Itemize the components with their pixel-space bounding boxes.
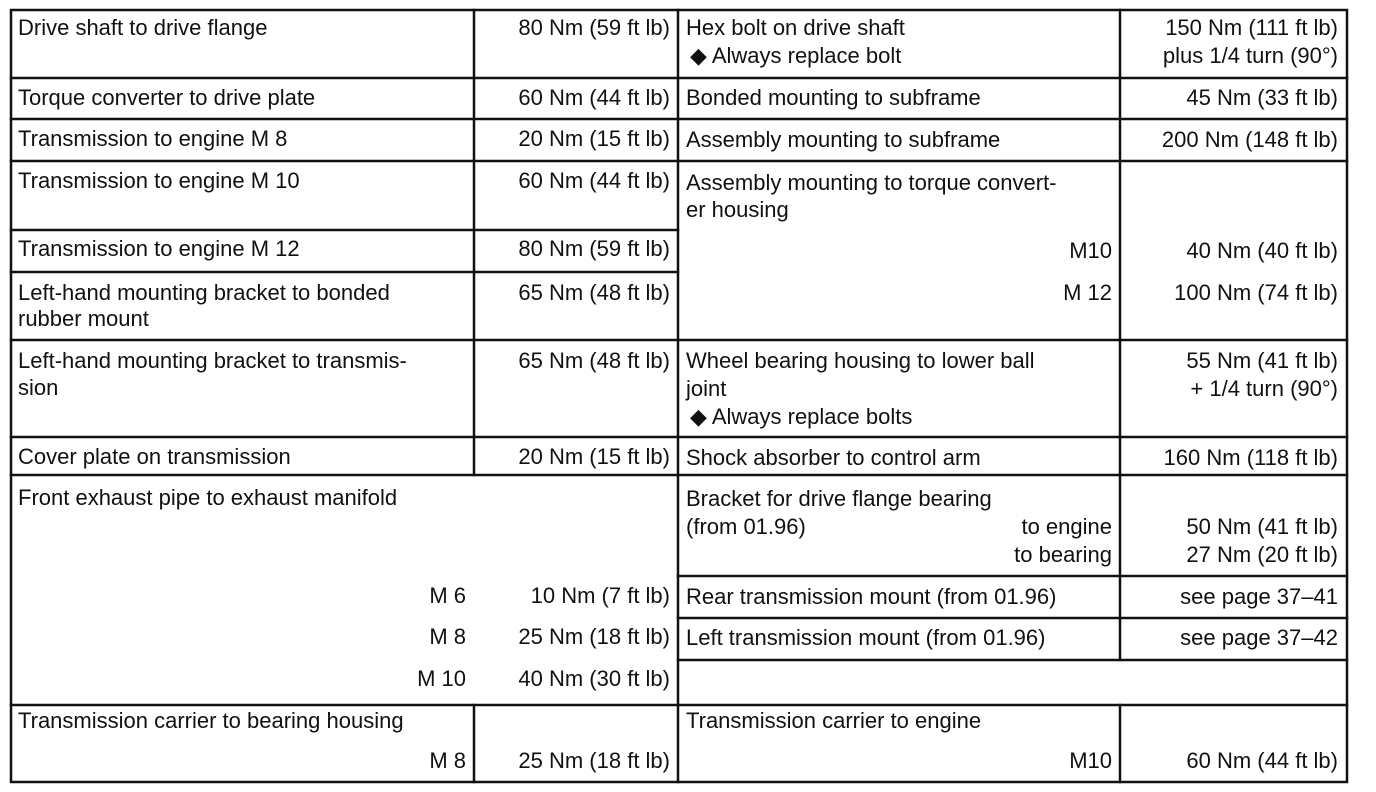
exhaust-m10-value: 40 Nm (30 ft lb) [518,666,670,691]
bracket-flange-label-1: Bracket for drive flange bearing [686,486,992,511]
hex-bolt-value-1: 150 Nm (111 ft lb) [1165,15,1338,40]
assembly-tc-m10-value: 40 Nm (40 ft lb) [1186,238,1338,263]
bracket-flange-engine-sub: to engine [1021,514,1112,539]
trans-engine-m12-label: Transmission to engine M 12 [18,236,300,261]
carrier-engine-value: 60 Nm (44 ft lb) [1186,748,1338,773]
lh-bracket-bonded-label-1: Left-hand mounting bracket to bonded [18,280,390,305]
shock-absorber-value: 160 Nm (118 ft lb) [1163,445,1338,470]
left-mount-label: Left transmission mount (from 01.96) [686,625,1046,650]
exhaust-m10-size: M 10 [417,666,466,691]
assembly-tc-label-2: er housing [686,197,789,222]
assembly-tc-m10-size: M10 [1069,238,1112,263]
bracket-flange-engine-value: 50 Nm (41 ft lb) [1186,514,1338,539]
bracket-flange-bearing-value: 27 Nm (20 ft lb) [1186,542,1338,567]
cover-plate-label: Cover plate on transmission [18,444,291,469]
exhaust-m6-size: M 6 [429,583,466,608]
assembly-tc-m12-value: 100 Nm (74 ft lb) [1174,280,1338,305]
lh-bracket-bonded-label-2: rubber mount [18,306,149,331]
trans-engine-m10-label: Transmission to engine M 10 [18,168,300,193]
trans-engine-m12-value: 80 Nm (59 ft lb) [518,236,670,261]
drive-shaft-value: 80 Nm (59 ft lb) [518,15,670,40]
hex-bolt-note: ◆ Always replace bolt [690,43,902,68]
wheel-bearing-note: ◆ Always replace bolts [690,404,913,429]
wheel-bearing-value-1: 55 Nm (41 ft lb) [1186,348,1338,373]
exhaust-label: Front exhaust pipe to exhaust manifold [18,485,398,510]
assembly-subframe-label: Assembly mounting to subframe [686,127,1001,152]
carrier-engine-label: Transmission carrier to engine [686,708,982,733]
wheel-bearing-value-2: + 1/4 turn (90°) [1190,376,1338,401]
drive-shaft-label: Drive shaft to drive flange [18,15,268,40]
left-mount-value: see page 37–42 [1180,625,1338,650]
carrier-bearing-label: Transmission carrier to bearing housing [18,708,404,733]
torque-converter-value: 60 Nm (44 ft lb) [518,85,670,110]
lh-bracket-bonded-value: 65 Nm (48 ft lb) [518,280,670,305]
carrier-bearing-value: 25 Nm (18 ft lb) [518,748,670,773]
cover-plate-value: 20 Nm (15 ft lb) [518,444,670,469]
hex-bolt-label: Hex bolt on drive shaft [686,15,905,40]
assembly-tc-m12-size: M 12 [1063,280,1112,305]
lh-bracket-trans-label-2: sion [18,375,59,400]
assembly-subframe-value: 200 Nm (148 ft lb) [1161,127,1338,152]
exhaust-m6-value: 10 Nm (7 ft lb) [530,583,670,608]
lh-bracket-trans-label-1: Left-hand mounting bracket to transmis- [18,348,407,373]
bracket-flange-label-2: (from 01.96) [686,514,806,539]
wheel-bearing-label-1: Wheel bearing housing to lower ball [686,348,1035,373]
lh-bracket-trans-value: 65 Nm (48 ft lb) [518,348,670,373]
bracket-flange-bearing-sub: to bearing [1014,542,1112,567]
wheel-bearing-label-2: joint [686,376,727,401]
exhaust-m8-size: M 8 [429,624,466,649]
rear-mount-value: see page 37–41 [1180,584,1338,609]
trans-engine-m8-label: Transmission to engine M 8 [18,126,288,151]
bonded-subframe-value: 45 Nm (33 ft lb) [1186,85,1338,110]
bonded-subframe-label: Bonded mounting to subframe [686,85,981,110]
rear-mount-label: Rear transmission mount (from 01.96) [686,584,1057,609]
assembly-tc-label-1: Assembly mounting to torque convert- [686,170,1057,195]
carrier-engine-size: M10 [1069,748,1112,773]
exhaust-m8-value: 25 Nm (18 ft lb) [518,624,670,649]
shock-absorber-label: Shock absorber to control arm [686,445,981,470]
trans-engine-m10-value: 60 Nm (44 ft lb) [518,168,670,193]
torque-converter-label: Torque converter to drive plate [18,85,316,110]
carrier-bearing-size: M 8 [429,748,466,773]
trans-engine-m8-value: 20 Nm (15 ft lb) [518,126,670,151]
hex-bolt-value-2: plus 1/4 turn (90°) [1162,43,1338,68]
